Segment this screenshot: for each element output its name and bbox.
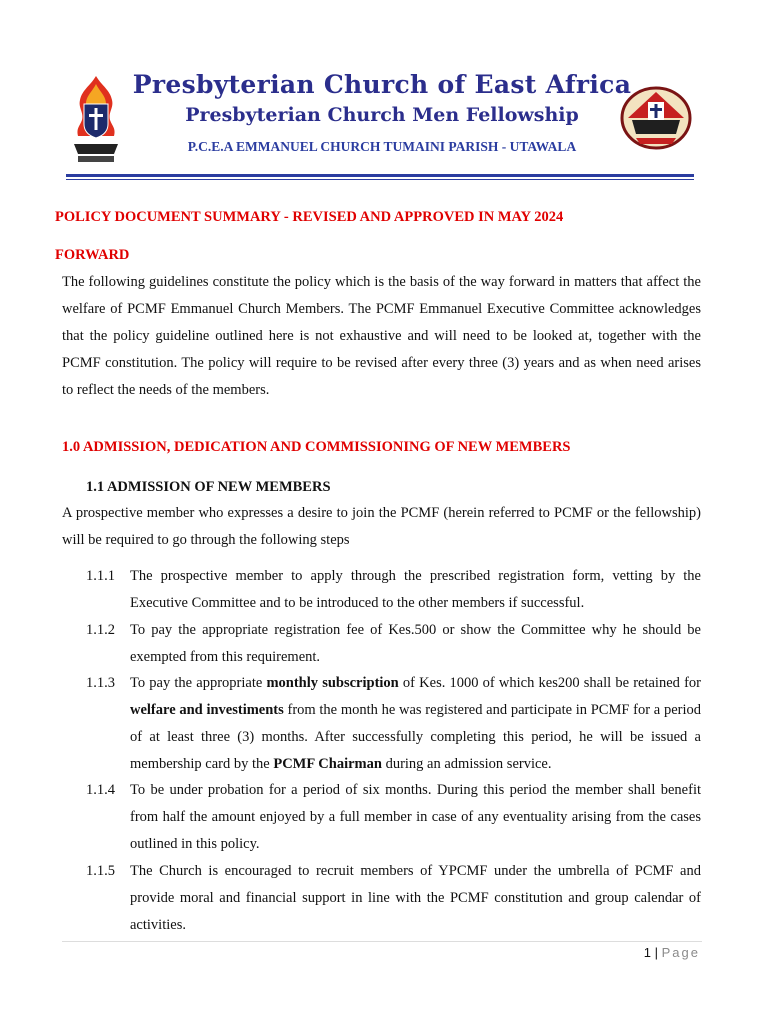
forward-heading: FORWARD xyxy=(55,247,130,263)
list-item-text: To pay the appropriate registration fee of Kes.500 or show the Committee why he should be exempted from this requirement. xyxy=(130,622,701,665)
page-label: Page xyxy=(661,945,700,960)
list-item-text: To pay the appropriate monthly subscription of Kes. 1000 of which kes200 shall be retained for welfare and investiments from the month he was registered and participate in PCMF for a period of at least three (3) months. After successfully completing this period, he will be issued a membership card by the PCMF Chairman during an admission service. xyxy=(130,675,701,772)
letterhead-rule-thin xyxy=(66,179,694,180)
letterhead-church-name: Presbyterian Church of East Africa xyxy=(132,70,632,99)
letterhead xyxy=(62,66,702,184)
document-title: POLICY DOCUMENT SUMMARY - REVISED AND APPROVED IN MAY 2024 xyxy=(55,209,564,225)
bold-pcmf-chairman: PCMF Chairman xyxy=(273,756,382,772)
forward-paragraph: The following guidelines constitute the policy which is the basis of the way forward in matters that affect the welfare of PCMF Emmanuel Church Members. The PCMF Emmanuel Executive Committee acknowledges that the policy guideline outlined here is not exhaustive and will need to be looked at, together with the PCMF constitution. The policy will require to be revised after every three (3) years and as when need arises to reflect the needs of the members. xyxy=(62,274,701,398)
pcmf-badge-icon xyxy=(618,82,694,150)
list-item-number: 1.1.4 xyxy=(86,782,115,798)
bold-welfare-investments: welfare and investiments xyxy=(130,702,284,718)
section-1-intro: A prospective member who expresses a desire to join the PCMF (herein referred to PCMF or the fellowship) will be required to go through the following steps xyxy=(62,505,701,548)
list-item-text: The prospective member to apply through the prescribed registration form, vetting by the Executive Committee and to be introduced to the other members if successful. xyxy=(130,568,701,611)
letterhead-rule-thick xyxy=(66,174,694,177)
list-item-text: The Church is encouraged to recruit members of YPCMF under the umbrella of PCMF and provide moral and financial support in line with the PCMF constitution and group calendar of activities. xyxy=(130,863,701,933)
letterhead-fellowship-name: Presbyterian Church Men Fellowship xyxy=(185,104,579,126)
subsection-1-1-heading: 1.1 ADMISSION OF NEW MEMBERS xyxy=(86,479,331,495)
page-footer xyxy=(644,945,700,960)
section-1-heading: 1.0 ADMISSION, DEDICATION AND COMMISSIONING OF NEW MEMBERS xyxy=(62,439,571,455)
footer-rule xyxy=(62,941,702,942)
letterhead-parish-name: P.C.E.A EMMANUEL CHURCH TUMAINI PARISH - UTAWALA xyxy=(187,139,577,154)
bold-monthly-subscription: monthly subscription xyxy=(266,675,399,691)
list-item-number: 1.1.3 xyxy=(86,675,115,691)
page-number: 1 xyxy=(643,945,651,960)
list-item-number: 1.1.2 xyxy=(86,622,115,638)
page-separator: | xyxy=(654,945,658,960)
list-item-number: 1.1.1 xyxy=(86,568,115,584)
list-item-number: 1.1.5 xyxy=(86,863,115,879)
list-item-text: To be under probation for a period of six months. During this period the member shall benefit from half the amount enjoyed by a full member in case of any eventuality arising from the cases outlined in this policy. xyxy=(130,782,701,852)
